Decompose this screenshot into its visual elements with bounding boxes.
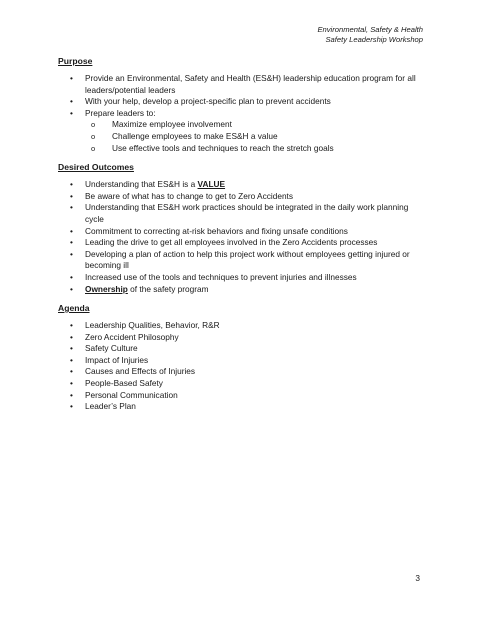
bullet-icon: •	[70, 343, 73, 354]
list-item-text: Leadership Qualities, Behavior, R&R	[85, 320, 220, 331]
list-item-text: Understanding that ES&H is a	[85, 179, 198, 190]
list-item	[58, 202, 428, 225]
list-item	[58, 272, 428, 284]
bullet-icon: •	[70, 96, 73, 107]
list-item	[58, 332, 428, 344]
agenda-heading: Agenda	[58, 303, 90, 314]
bullet-icon: •	[70, 389, 73, 400]
circle-bullet-icon: o	[91, 143, 96, 153]
sub-list-item-text: Maximize employee involvement	[112, 119, 232, 130]
list-item-text: People-Based Safety	[85, 378, 163, 389]
bullet-icon: •	[70, 107, 73, 118]
page-number: 3	[415, 573, 420, 583]
list-item-text: Be aware of what has to change to get to Zero Accidents	[85, 190, 294, 201]
sub-list-item	[85, 143, 428, 155]
bullet-icon: •	[70, 401, 73, 412]
list-item	[58, 284, 428, 296]
sub-list-item	[85, 119, 428, 131]
list-item-text: Safety Culture	[85, 343, 138, 354]
list-item	[58, 378, 428, 390]
list-item-text: Developing a plan of action to help this project work without employees getting injured or becoming ill	[85, 248, 410, 271]
list-item-text: Leading the drive to get all employees involved in the Zero Accidents processes	[85, 237, 378, 248]
list-item-text: Provide an Environmental, Safety and Health (ES&H) leadership education program for all leaders/potential leaders	[85, 73, 416, 95]
list-item	[58, 226, 428, 238]
list-item-text: Impact of Injuries	[85, 354, 149, 365]
sub-list-item	[85, 131, 428, 143]
list-item	[58, 73, 428, 96]
list-item-text: Causes and Effects of Injuries	[85, 366, 196, 377]
list-item-text: With your help, develop a project-specific plan to prevent accidents	[85, 96, 331, 107]
bullet-icon: •	[70, 354, 73, 365]
list-item	[58, 355, 428, 367]
purpose-heading: Purpose	[58, 56, 93, 66]
bullet-icon: •	[70, 366, 73, 377]
list-item-text: Understanding that ES&H work practices should be integrated in the daily work planning cycle	[85, 202, 409, 224]
sub-list-item-text: Challenge employees to make ES&H a value	[112, 130, 278, 141]
list-item-text: Commitment to correcting at-risk behaviors and fixing unsafe conditions	[85, 225, 348, 236]
list-item	[58, 320, 428, 332]
bullet-icon: •	[70, 190, 73, 201]
desired-outcomes-heading: Desired Outcomes	[58, 162, 134, 173]
purpose-list	[58, 73, 428, 154]
bullet-icon: •	[70, 271, 73, 282]
list-item-text: Leader’s Plan	[85, 401, 136, 412]
purpose-sublist	[85, 119, 428, 154]
document-header	[317, 25, 423, 44]
bullet-icon: •	[70, 179, 73, 190]
list-item-text: Zero Accident Philosophy	[85, 331, 179, 342]
bullet-icon: •	[70, 73, 73, 83]
agenda-list	[58, 320, 428, 413]
bullet-icon: •	[70, 331, 73, 342]
list-item-text: Personal Communication	[85, 389, 178, 400]
list-item	[58, 390, 428, 402]
bullet-icon: •	[70, 202, 73, 213]
list-item	[58, 366, 428, 378]
sub-list-item-text: Use effective tools and techniques to reach the stretch goals	[112, 142, 334, 153]
bullet-icon: •	[70, 237, 73, 248]
list-item	[58, 108, 428, 154]
list-item	[58, 96, 428, 108]
ownership-emphasis: Ownership	[85, 283, 128, 294]
list-item	[58, 179, 428, 191]
circle-bullet-icon: o	[91, 120, 96, 130]
bullet-icon: •	[70, 248, 73, 259]
list-item-text: Prepare leaders to:	[85, 107, 156, 118]
value-emphasis: VALUE	[197, 179, 226, 190]
list-item-text: Increased use of the tools and techniques to prevent injuries and illnesses	[85, 271, 357, 282]
outcomes-list	[58, 179, 428, 295]
list-item-text: of the safety program	[127, 283, 209, 294]
list-item	[58, 249, 428, 272]
bullet-icon: •	[70, 320, 73, 331]
list-item	[58, 343, 428, 355]
header-line-1: Environmental, Safety & Health	[317, 25, 423, 34]
list-item	[58, 237, 428, 249]
header-line-2: Safety Leadership Workshop	[325, 34, 423, 44]
document-body	[58, 56, 428, 421]
bullet-icon: •	[70, 378, 73, 389]
bullet-icon: •	[70, 225, 73, 236]
list-item	[58, 191, 428, 203]
circle-bullet-icon: o	[91, 131, 96, 141]
bullet-icon: •	[70, 283, 73, 294]
list-item	[58, 401, 428, 413]
